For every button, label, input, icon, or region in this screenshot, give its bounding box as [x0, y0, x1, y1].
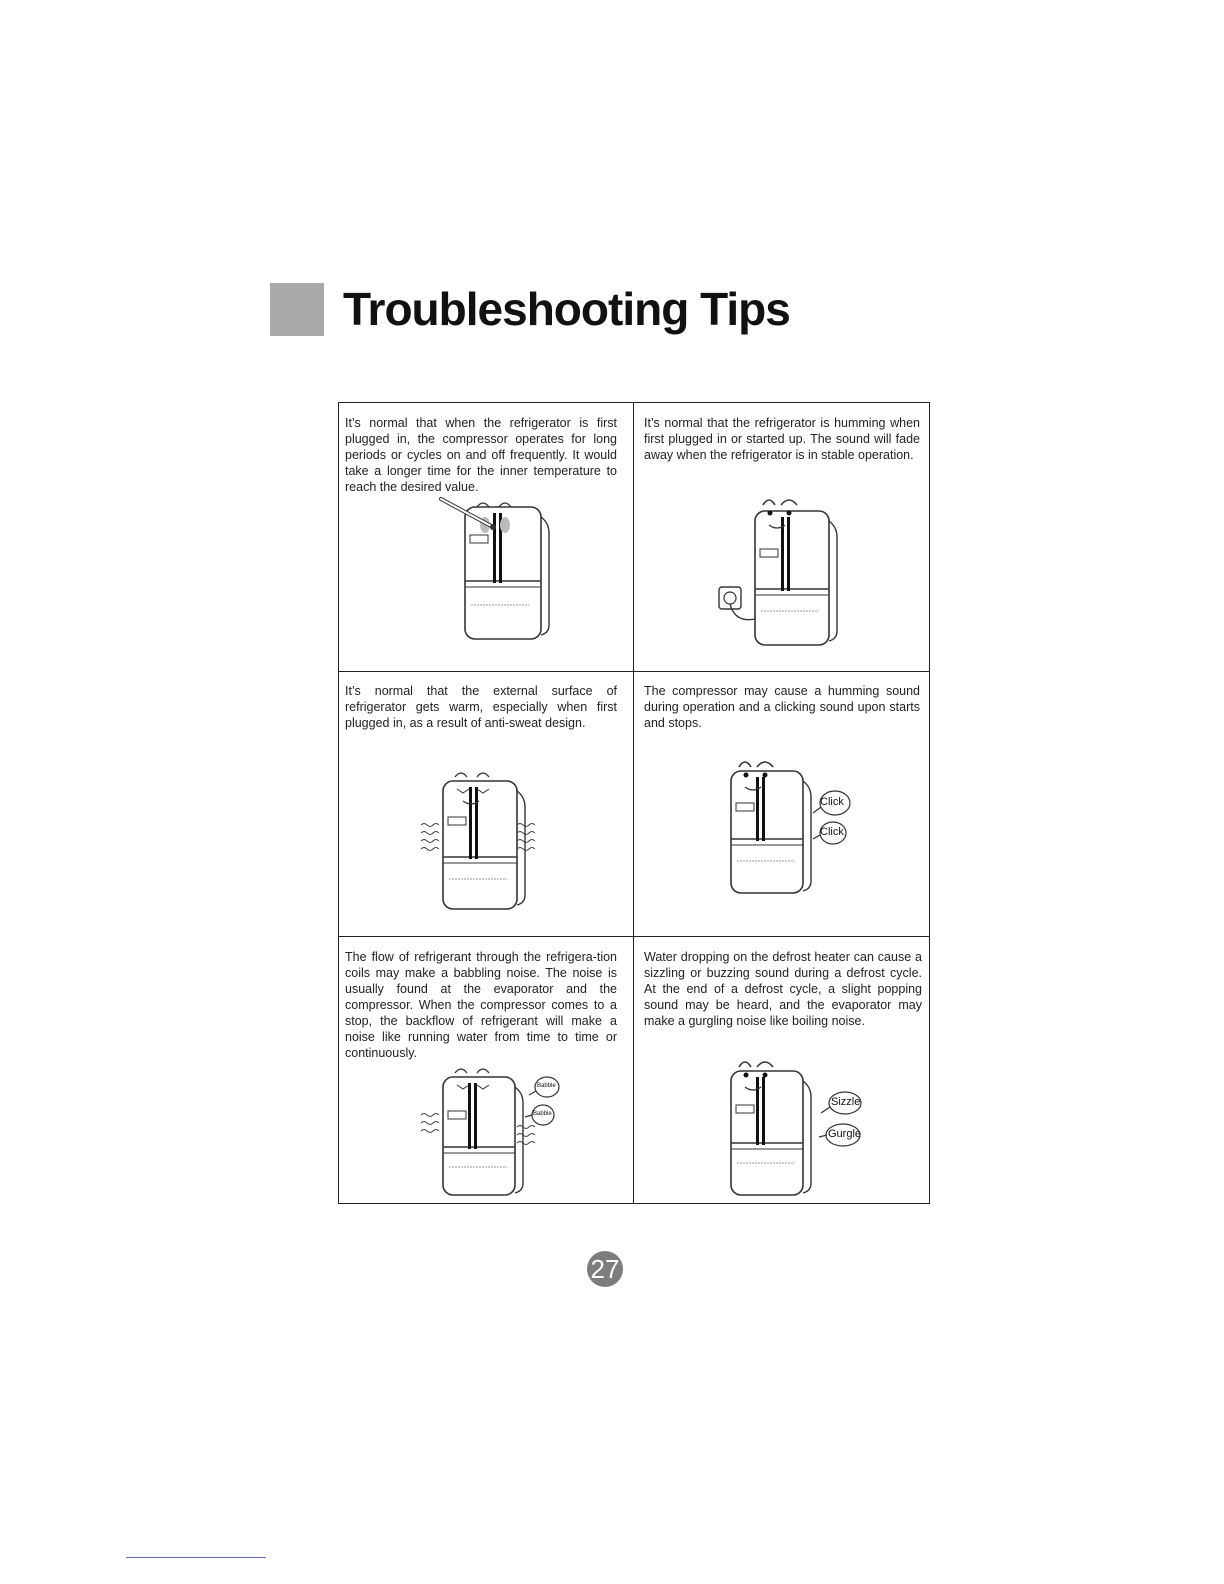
tip-text: It’s normal that when the refrigerator is first plugged in, the compressor operates for long periods or cycles on and off frequently. It would take a longer time for the inner temperature to reach the desired value. [345, 416, 617, 494]
tip-text: Water dropping on the defrost heater can cause a sizzling or buzzing sound during a defrost cycle. At the end of a defrost cycle, a slight popping sound may be heard, and the evaporator may make a gurgling noise like boiling noise. [644, 950, 922, 1028]
page-number: 27 [587, 1251, 623, 1287]
footer-rule [126, 1557, 266, 1558]
fridge-plug-icon [715, 495, 845, 651]
tip-text: The compressor may cause a humming sound during operation and a clicking sound upon starts and stops. [644, 684, 920, 730]
babble-bubble-label: Babble [537, 1083, 556, 1089]
fridge-sizzle-icon [723, 1057, 819, 1199]
page-title: Troubleshooting Tips [343, 283, 790, 335]
sound-bubbles [819, 1091, 865, 1155]
gurgle-bubble-label: Gurgle [828, 1128, 862, 1140]
grid-divider-horizontal [339, 936, 929, 937]
grid-divider-horizontal [339, 671, 929, 672]
tips-grid [338, 402, 930, 1204]
sizzle-bubble-label: Sizzle [831, 1096, 861, 1108]
fridge-warm-icon [419, 767, 543, 915]
fridge-thermometer-icon [437, 493, 557, 645]
grid-divider-vertical [633, 403, 634, 1203]
click-bubble-label: Click [820, 796, 844, 808]
click-bubble-label: Click [820, 826, 844, 838]
tip-text: The flow of refrigerant through the refrigera-tion coils may make a babbling noise. The noise is usually found at the evaporator and the compressor. When the compressor comes to a stop, the backflow of refrigerant will make a noise like running water from time to time or continuously. [345, 950, 617, 1060]
title-marker [270, 283, 324, 336]
tip-text: It’s normal that the refrigerator is humming when first plugged in or started up. The sound will fade away when the refrigerator is in stable operation. [644, 416, 920, 462]
tip-text: It’s normal that the external surface of refrigerator gets warm, especially when first plugged in, as a result of anti-sweat design. [345, 684, 617, 730]
babble-bubble-label: Babble [533, 1111, 552, 1117]
sound-bubbles [813, 789, 853, 859]
sound-bubbles [523, 1075, 563, 1131]
